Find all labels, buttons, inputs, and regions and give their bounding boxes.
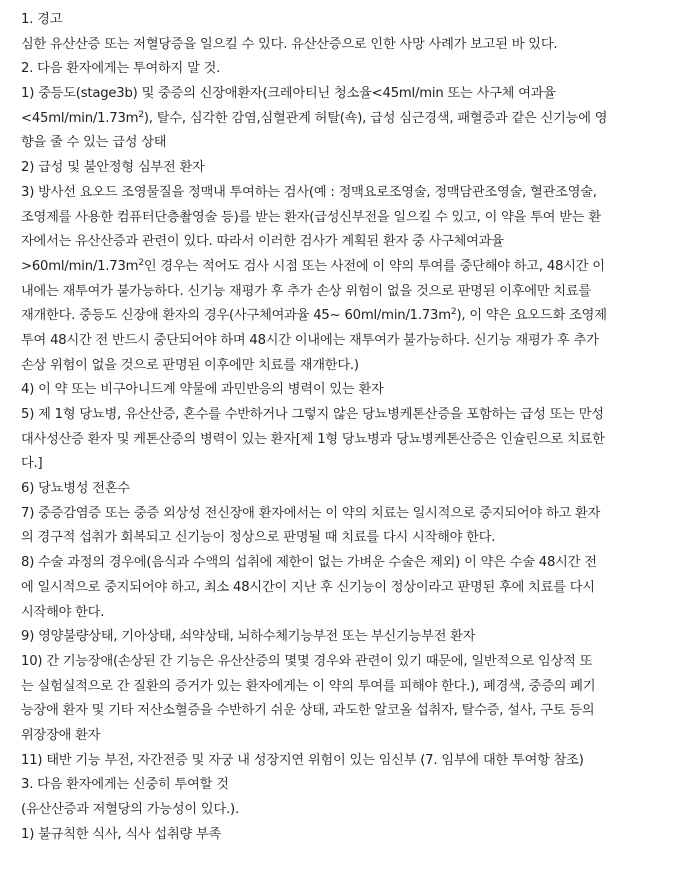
text-segment: 인 경우는 적어도 검사 시점 또는 사전에 이 약의 투여를 중단해야 하고, 48시간 이: [143, 258, 605, 274]
text-line: 5) 제 1형 당뇨병, 유산산증, 혼수를 수반하거나 그렇지 않은 당뇨병케톤산증을 포함하는 급성 또는 만성: [21, 407, 604, 422]
text-line: 4) 이 약 또는 비구아니드계 약물에 과민반응의 병력이 있는 환자: [21, 382, 384, 398]
text-segment: 재개한다. 중등도 신장애 환자의 경우(사구체여과율 45~ 60ml/min/1.73m: [21, 308, 451, 324]
text-line: 시작해야 한다.: [21, 604, 105, 620]
text-line: 심한 유산산증 또는 저혈당증을 일으킬 수 있다. 유산산증으로 인한 사망 사례가 보고된 바 있다.: [21, 36, 558, 52]
text-segment: ), 이 약은 요오드화 조영제: [456, 308, 607, 324]
text-line: 11) 태반 기능 부전, 자간전증 및 자궁 내 성장지연 위험이 있는 임신부 (7. 임부에 대한 투여항 참조): [21, 752, 584, 768]
text-line: 다.]: [21, 456, 43, 472]
text-line: 7) 중증감염증 또는 중증 외상성 전신장애 환자에서는 이 약의 치료는 일시적으로 중지되어야 하고 환자: [21, 505, 601, 521]
text-line: 1) 중등도(stage3b) 및 중증의 신장애환자(크레아티닌 청소율<45ml/min 또는 사구체 여과율: [21, 86, 556, 102]
text-line: 능장애 환자 및 기타 저산소혈증을 수반하기 쉬운 상태, 과도한 알코올 섭취자, 탈수증, 설사, 구토 등의: [21, 703, 595, 719]
text-segment: <45ml/min/1.73m: [21, 110, 139, 126]
text-line: 대사성산증 환자 및 케톤산증의 병력이 있는 환자[제 1형 당뇨병과 당뇨병케톤산증은 인슐린으로 치료한: [21, 431, 605, 447]
text-line: 2) 급성 및 불안정형 심부전 환자: [21, 160, 205, 176]
text-line: 자에서는 유산산증과 관련이 있다. 따라서 이러한 검사가 계획된 환자 중 사구체여과율: [21, 234, 504, 250]
text-line: 손상 위험이 없을 것으로 판명된 이후에만 치료를 재개한다.): [21, 357, 359, 373]
text-line: 1) 불규칙한 식사, 식사 섭취량 부족: [21, 826, 222, 842]
text-line: 10) 간 기능장애(손상된 간 기능은 유산산증의 몇몇 경우와 관련이 있기 때문에, 일반적으로 임상적 또: [21, 653, 593, 669]
text-line: 에 일시적으로 중지되어야 하고, 최소 48시간이 지난 후 신기능이 정상이라고 판명된 후에 치료를 다시: [21, 579, 595, 595]
text-line: 투여 48시간 전 반드시 중단되어야 하며 48시간 이내에는 재투여가 불가능하다. 신기능 재평가 후 추가: [21, 332, 599, 348]
text-line: 9) 영양불량상태, 기아상태, 쇠약상태, 뇌하수체기능부전 또는 부신기능부전 환자: [21, 629, 476, 645]
text-line: (유산산증과 저혈당의 가능성이 있다.).: [21, 802, 239, 817]
text-line: 8) 수술 과정의 경우에(음식과 수액의 섭취에 제한이 없는 가벼운 수술은 제외) 이 약은 수술 48시간 전: [21, 555, 597, 571]
document-body: [21, 8, 685, 847]
text-line: 조영제를 사용한 컴퓨터단층촬영술 등)를 받는 환자(급성신부전을 일으킬 수 있고, 이 약을 투여 받는 환: [21, 209, 601, 225]
text-line: 는 실험실적으로 간 질환의 증거가 있는 환자에게는 이 약의 투여를 피해야 한다.), 폐경색, 중증의 폐기: [21, 678, 596, 694]
text-line: 위장장애 환자: [21, 727, 101, 743]
text-line: 6) 당뇨병성 전혼수: [21, 481, 130, 497]
text-line: 3) 방사선 요오드 조영물질을 정맥내 투여하는 검사(예 : 정맥요로조영술, 정맥담관조영술, 혈관조영술,: [21, 184, 597, 200]
superscript: 2: [138, 109, 144, 120]
text-line: [21, 107, 685, 132]
text-line: 의 경구적 섭취가 회복되고 신기능이 정상으로 판명될 때 치료를 다시 시작해야 한다.: [21, 530, 496, 546]
text-line: 1. 경고: [21, 12, 63, 27]
text-segment: ), 탈수, 심각한 감염,심혈관계 허탈(쇽), 급성 심근경색, 패혈증과 같은 신기능에 영: [143, 110, 608, 126]
text-line: [21, 304, 685, 329]
text-segment: >60ml/min/1.73m: [21, 258, 139, 274]
superscript: 2: [138, 257, 144, 268]
text-line: 3. 다음 환자에게는 신중히 투여할 것: [21, 777, 229, 793]
text-line: 향을 줄 수 있는 급성 상태: [21, 135, 167, 151]
text-line: [21, 255, 685, 280]
superscript: 2: [450, 307, 457, 318]
text-line: 내에는 재투여가 불가능하다. 신기능 재평가 후 추가 손상 위험이 없을 것으로 판명된 이후에만 치료를: [21, 283, 591, 299]
text-line: 2. 다음 환자에게는 투여하지 말 것.: [21, 61, 221, 77]
